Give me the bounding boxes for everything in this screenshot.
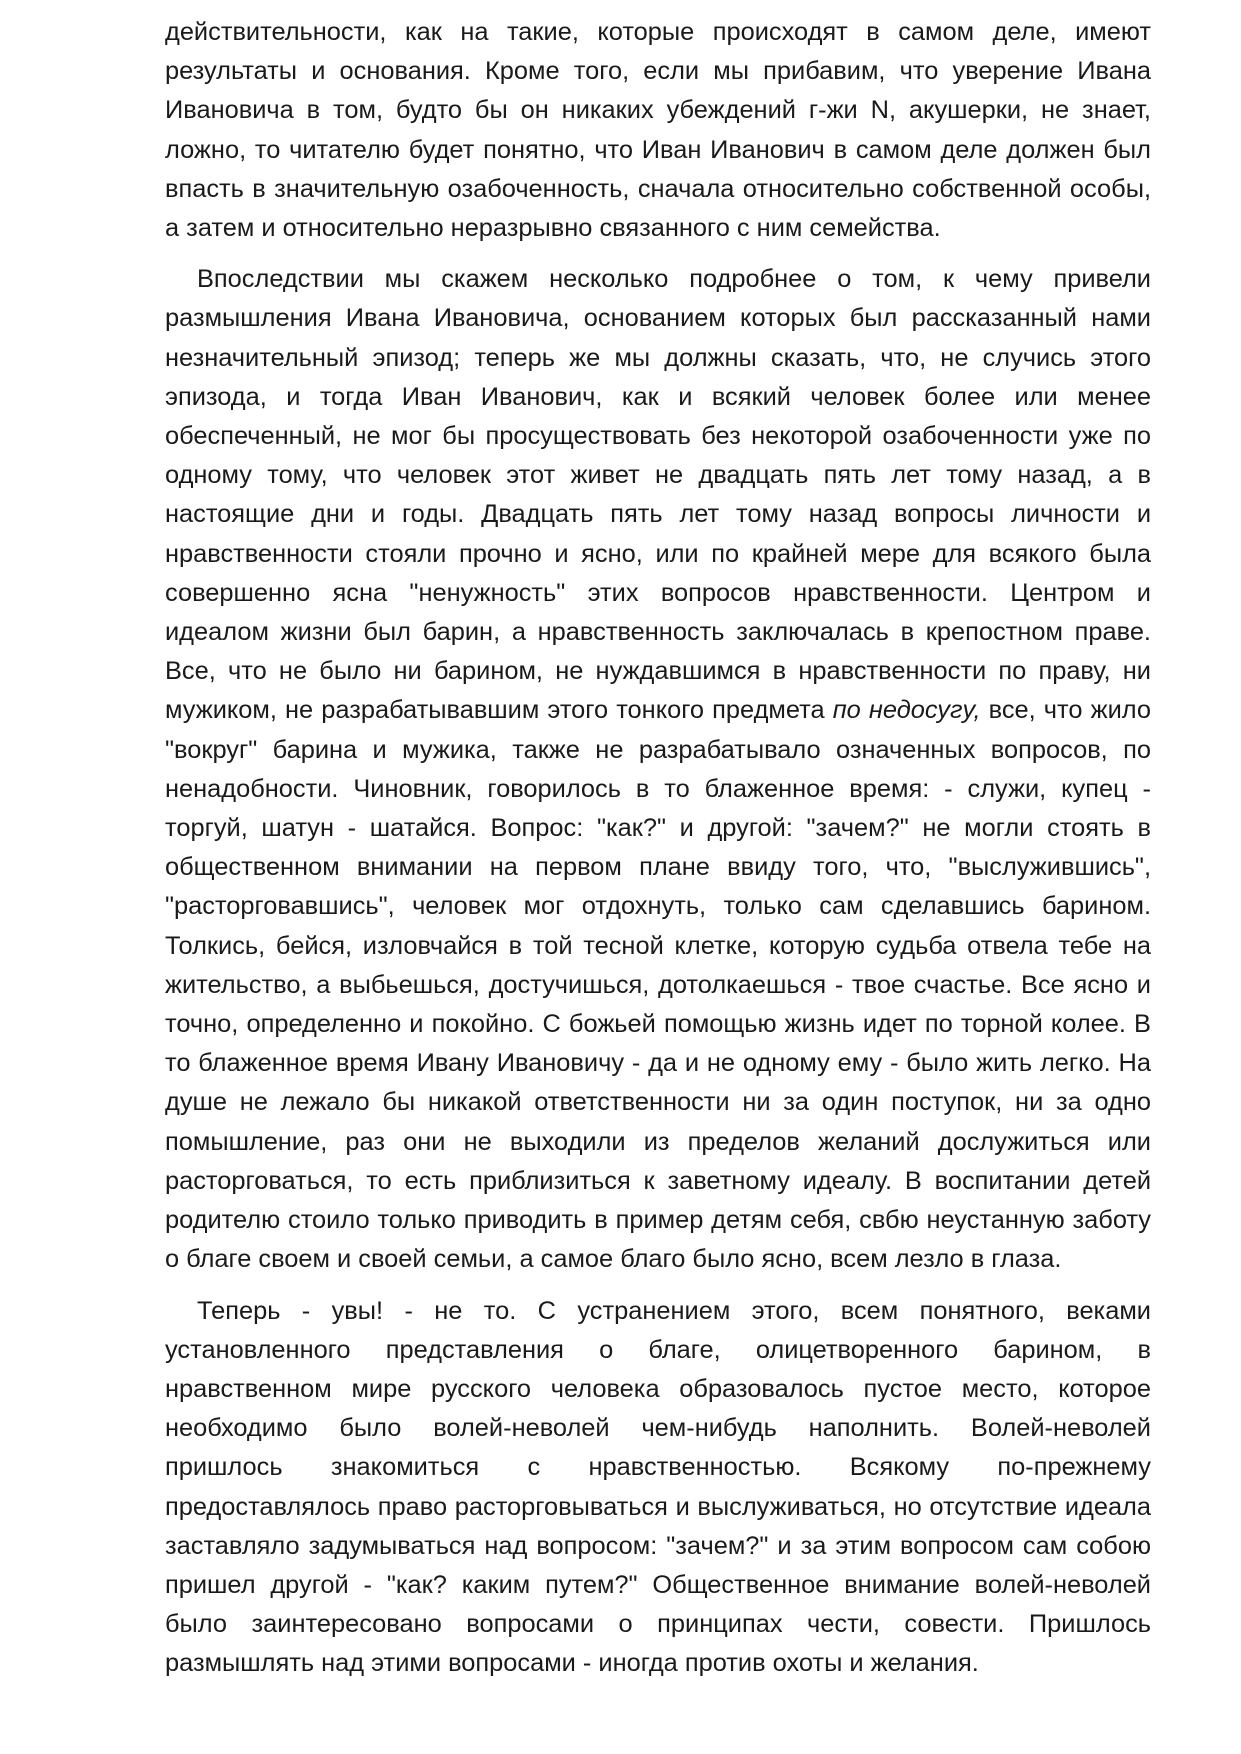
- italic-phrase: по недосугу,: [832, 696, 981, 725]
- paragraph-text: действительности, как на такие, которые происходят в самом деле, имеют результаты и основания. Кроме того, если мы прибавим, что уверение Ивана Ивановича в том, будто бы он никаких убеждений г-жи N, акушерки, не знает, ложно, то читателю будет понятно, что Иван Иванович в самом деле должен был впасть в значительную озабоченность, сначала относительно собственной особы, а затем и относительно неразрывно связанного с ним семейства.: [165, 18, 1151, 243]
- paragraph-text: Теперь - увы! - не то. С устранением этого, всем понятного, веками установленного представления о благе, олицетворенного барином, в нравственном мире русского человека образовалось пустое место, которое необходимо было волей-неволей чем-нибудь наполнить. Волей-неволей пришлось знакомиться с нравственностью. Всякому по-прежнему предоставлялось право расторговываться и выслуживаться, но отсутствие идеала заставляло задумываться над вопросом: "зачем?" и за этим вопросом сам собою пришел другой - "как? каким путем?" Общественное внимание волей-неволей было заинтересовано вопросами о принципах чести, совести. Пришлось размышлять над этими вопросами - иногда против охоты и желания.: [165, 1296, 1151, 1678]
- paragraph: [165, 260, 1151, 1279]
- paragraph: [165, 1292, 1151, 1684]
- document-page: [165, 13, 1151, 1684]
- paragraph: [165, 13, 1151, 248]
- paragraph-text: Впоследствии мы скажем несколько подробнее о том, к чему привели размышления Ивана Ивановича, основанием которых был рассказанный нами незначительный эпизод; теперь же мы должны сказать, что, не случись этого эпизода, и тогда Иван Иванович, как и всякий человек более или менее обеспеченный, не мог бы просуществовать без некоторой озабоченности уже по одному тому, что человек этот живет не двадцать пять лет тому назад, а в настоящие дни и годы. Двадцать пять лет тому назад вопросы личности и нравственности стояли прочно и ясно, или по крайней мере для всякого была совершенно ясна "ненужность" этих вопросов нравственности. Центром и идеалом жизни был барин, а нравственность заключалась в крепостном праве. Все, что не было ни барином, не нуждавшимся в нравственности по праву, ни мужиком, не разрабатывавшим этого тонкого предмета: [165, 265, 1151, 725]
- paragraph-text: все, что жило "вокруг" барина и мужика, также не разрабатывало означенных вопросов, по ненадобности. Чиновник, говорилось в то блаженное время: - служи, купец - торгуй, шатун - шатайся. Вопрос: "как?" и другой: "зачем?" не могли стоять в общественном внимании на первом плане ввиду того, что, "выслужившись", "расторговавшись", человек мог отдохнуть, только сам сделавшись барином. Толкись, бейся, изловчайся в той тесной клетке, которую судьба отвела тебе на жительство, а выбьешься, достучишься, дотолкаешься - твое счастье. Все ясно и точно, определенно и покойно. С божьей помощью жизнь идет по торной колее. В то блаженное время Ивану Ивановичу - да и не одному ему - было жить легко. На душе не лежало бы никакой ответственности ни за один поступок, ни за одно помышление, раз они не выходили из пределов желаний дослужиться или расторговаться, то есть приблизиться к заветному идеалу. В воспитании детей родителю стоило только приводить в пример детям себя, свбю неустанную заботу о благе своем и своей семьи, а самое благо было ясно, всем лезло в глаза.: [165, 696, 1151, 1274]
